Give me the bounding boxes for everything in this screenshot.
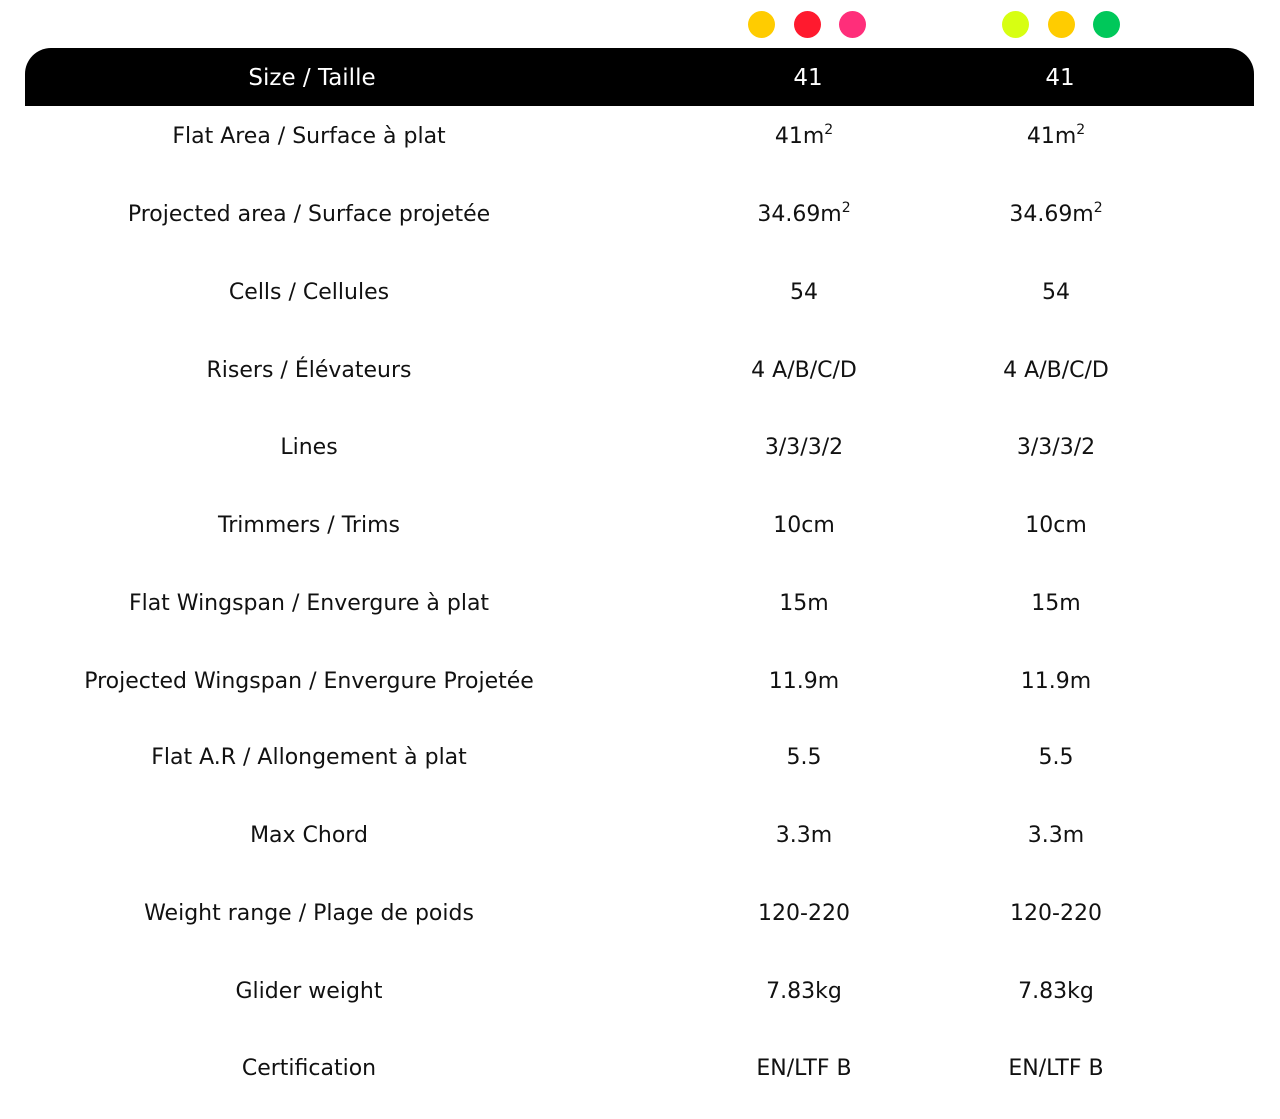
color-swatch [1093, 11, 1120, 38]
header-size-label: Size / Taille [248, 65, 376, 91]
row-value-2: 54 [1042, 280, 1070, 305]
table-row [25, 265, 1254, 343]
header-size-value-2: 41 [1045, 65, 1075, 91]
row-value-1: 5.5 [786, 745, 822, 770]
row-value-1: 11.9m [768, 669, 840, 694]
table-row [25, 654, 1254, 732]
row-value-2: 3.3m [1027, 823, 1085, 848]
color-swatch [794, 11, 821, 38]
row-label: Lines [280, 435, 338, 460]
table-row [25, 498, 1254, 576]
row-value-1: 3.3m [775, 823, 833, 848]
row-label: Risers / Élévateurs [206, 358, 412, 383]
row-value-1: 54 [790, 280, 818, 305]
row-value-2: 120-220 [1010, 901, 1102, 926]
row-value-2: 5.5 [1038, 745, 1074, 770]
row-value-1: $41m^2$ [774, 122, 834, 149]
row-label: Projected Wingspan / Envergure Projetée [84, 669, 534, 694]
row-value-1: 120-220 [758, 901, 850, 926]
row-value-2: $41m^2$ [1026, 122, 1086, 149]
color-swatch [748, 11, 775, 38]
row-value-1: 7.83kg [766, 979, 842, 1004]
row-value-2: EN/LTF B [1008, 1056, 1104, 1081]
table-row [25, 964, 1254, 1042]
row-value-1: 4 A/B/C/D [751, 358, 857, 383]
table-row [25, 420, 1254, 498]
row-value-1: 3/3/3/2 [764, 435, 844, 460]
table-row [25, 1041, 1254, 1119]
table-row [25, 109, 1254, 187]
row-label: Flat Area / Surface à plat [172, 124, 446, 149]
table-row [25, 343, 1254, 421]
row-label: Trimmers / Trims [218, 513, 400, 538]
table-row [25, 886, 1254, 964]
color-swatch [1002, 11, 1029, 38]
row-label: Certification [241, 1056, 377, 1081]
header-size-value-1: 41 [793, 65, 823, 91]
row-label: Glider weight [235, 979, 383, 1004]
row-label: Flat A.R / Allongement à plat [151, 745, 467, 770]
row-value-2: $34.69m^2$ [1009, 200, 1103, 227]
row-value-2: 15m [1031, 591, 1081, 616]
row-value-1: $34.69m^2$ [757, 200, 851, 227]
table-row [25, 187, 1254, 265]
row-value-2: 7.83kg [1018, 979, 1094, 1004]
row-value-1: 15m [779, 591, 829, 616]
row-value-2: 10cm [1025, 513, 1087, 538]
row-label: Flat Wingspan / Envergure à plat [128, 591, 490, 616]
color-swatch [1048, 11, 1075, 38]
row-label: Cells / Cellules [228, 280, 390, 305]
row-value-2: 4 A/B/C/D [1003, 358, 1109, 383]
table-header [25, 48, 1254, 106]
row-label: Projected area / Surface projetée [127, 202, 491, 227]
table-row [25, 730, 1254, 808]
row-label: Max Chord [250, 823, 368, 848]
row-value-1: 10cm [773, 513, 835, 538]
color-swatch [839, 11, 866, 38]
table-row [25, 808, 1254, 886]
row-value-2: 3/3/3/2 [1016, 435, 1096, 460]
row-label: Weight range / Plage de poids [144, 901, 474, 926]
row-value-1: EN/LTF B [756, 1056, 852, 1081]
table-row [25, 576, 1254, 654]
row-value-2: 11.9m [1020, 669, 1092, 694]
